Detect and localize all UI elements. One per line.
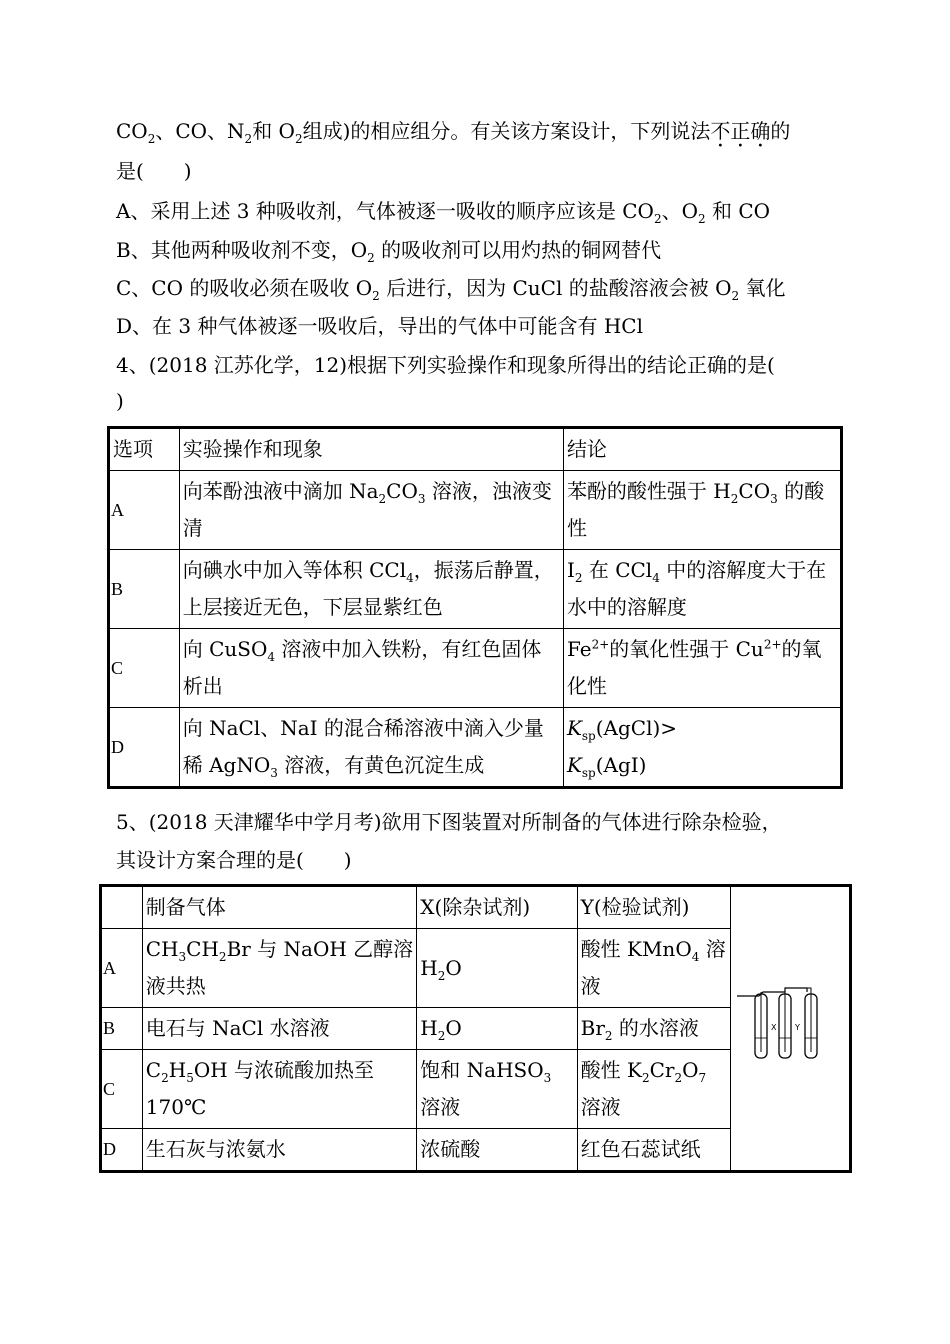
option-label: A (109, 471, 180, 550)
header-cell: 选项 (109, 428, 180, 471)
table-row (109, 629, 842, 708)
q4-stem-line1: 4、(2018 江苏化学，12)根据下列实验操作和现象所得出的结论正确的是( (116, 353, 775, 377)
option-label: B (109, 550, 180, 629)
q3-option-c: C、CO 的吸收必须在吸收 $O_2$ 后进行，因为 CuCl 的盐酸溶液会被 $O_2$ 氧化 (116, 276, 786, 303)
x-reagent-cell: 浓硫酸 (417, 1129, 577, 1172)
gas-cell: $CH_3CH_2Br$ 与 NaOH 乙醇溶液共热 (142, 929, 417, 1008)
option-label: A (101, 929, 143, 1008)
conclusion-cell: $K_{sp}(AgCl)>$ $K_{sp}(AgI)$ (563, 708, 841, 788)
apparatus-figure-cell (731, 886, 851, 1172)
table-header-row (101, 886, 851, 929)
x-reagent-cell: $H_2O$ (417, 1008, 577, 1050)
header-cell: 实验操作和现象 (179, 428, 563, 471)
table-row (109, 471, 842, 550)
operation-cell: 向苯酚浊液中滴加 $Na_2CO_3$ 溶液，浊液变清 (179, 471, 563, 550)
header-cell: Y(检验试剂) (577, 886, 730, 929)
q3-option-b: B、其他两种吸收剂不变，$O_2$ 的吸收剂可以用灼热的铜网替代 (116, 238, 662, 265)
gas-wash-apparatus-figure (735, 978, 845, 1068)
gas-cell: 生石灰与浓氨水 (142, 1129, 417, 1172)
q4-stem-line2: ) (116, 389, 124, 413)
conclusion-cell: $Fe^{2+}$的氧化性强于 $Cu^{2+}$的氧化性 (563, 629, 841, 708)
option-label: C (109, 629, 180, 708)
emphasis-char: 正 (730, 119, 751, 143)
q5-table (99, 884, 852, 1173)
option-label: B (101, 1008, 143, 1050)
y-reagent-cell: 酸性 KMnO$_4$ 溶液 (577, 929, 730, 1008)
option-label: D (109, 708, 180, 788)
operation-cell: 向碘水中加入等体积 CCl$_4$，振荡后静置，上层接近无色，下层显紫红色 (179, 550, 563, 629)
option-label: D (101, 1129, 143, 1172)
emphasis-char: 不 (710, 119, 731, 143)
conclusion-cell: 苯酚的酸性强于 $H_2CO_3$ 的酸性 (563, 471, 841, 550)
operation-cell: 向 CuSO$_4$ 溶液中加入铁粉，有红色固体析出 (179, 629, 563, 708)
x-reagent-cell: 饱和 NaHSO$_3$ 溶液 (417, 1050, 577, 1129)
header-cell: X(除杂试剂) (417, 886, 577, 929)
option-label: C (101, 1050, 143, 1129)
conclusion-cell: $I_2$ 在 CCl$_4$ 中的溶解度大于在水中的溶解度 (563, 550, 841, 629)
header-cell (101, 886, 143, 929)
table-row (109, 550, 842, 629)
q5-stem-line1: 5、(2018 天津耀华中学月考)欲用下图装置对所制备的气体进行除杂检验， (116, 810, 782, 834)
emphasis-char: 确 (750, 119, 771, 143)
gas-cell: $C_2H_5OH$ 与浓硫酸加热至 170℃ (142, 1050, 417, 1129)
q4-table (107, 426, 843, 789)
header-cell: 制备气体 (142, 886, 417, 929)
q5-stem-line2: 其设计方案合理的是( ) (116, 848, 352, 872)
y-reagent-cell: 红色石蕊试纸 (577, 1129, 730, 1172)
table-header-row (109, 428, 842, 471)
q3-option-d: D、在 3 种气体被逐一吸收后，导出的气体中可能含有 HCl (116, 314, 643, 338)
operation-cell: 向 NaCl、NaI 的混合稀溶液中滴入少量稀 AgNO$_3$ 溶液，有黄色沉淀生成 (179, 708, 563, 788)
y-reagent-cell: 酸性 $K_2Cr_2O_7$ 溶液 (577, 1050, 730, 1129)
q3-option-a: A、采用上述 3 种吸收剂，气体被逐一吸收的顺序应该是 $CO_2$、$O_2$ 和 CO (116, 199, 771, 226)
gas-cell: 电石与 NaCl 水溶液 (142, 1008, 417, 1050)
x-reagent-cell: $H_2O$ (417, 929, 577, 1008)
y-reagent-cell: $Br_2$ 的水溶液 (577, 1008, 730, 1050)
q3-line2: 是( ) (116, 159, 192, 183)
table-row (109, 708, 842, 788)
header-cell: 结论 (563, 428, 841, 471)
q3-line1: $CO_2$、CO、$N_2$和 $O_2$组成)的相应组分。有关该方案设计，下列说法不正确的 (116, 119, 791, 146)
label-x: X (771, 1022, 777, 1032)
label-y: Y (795, 1022, 800, 1032)
